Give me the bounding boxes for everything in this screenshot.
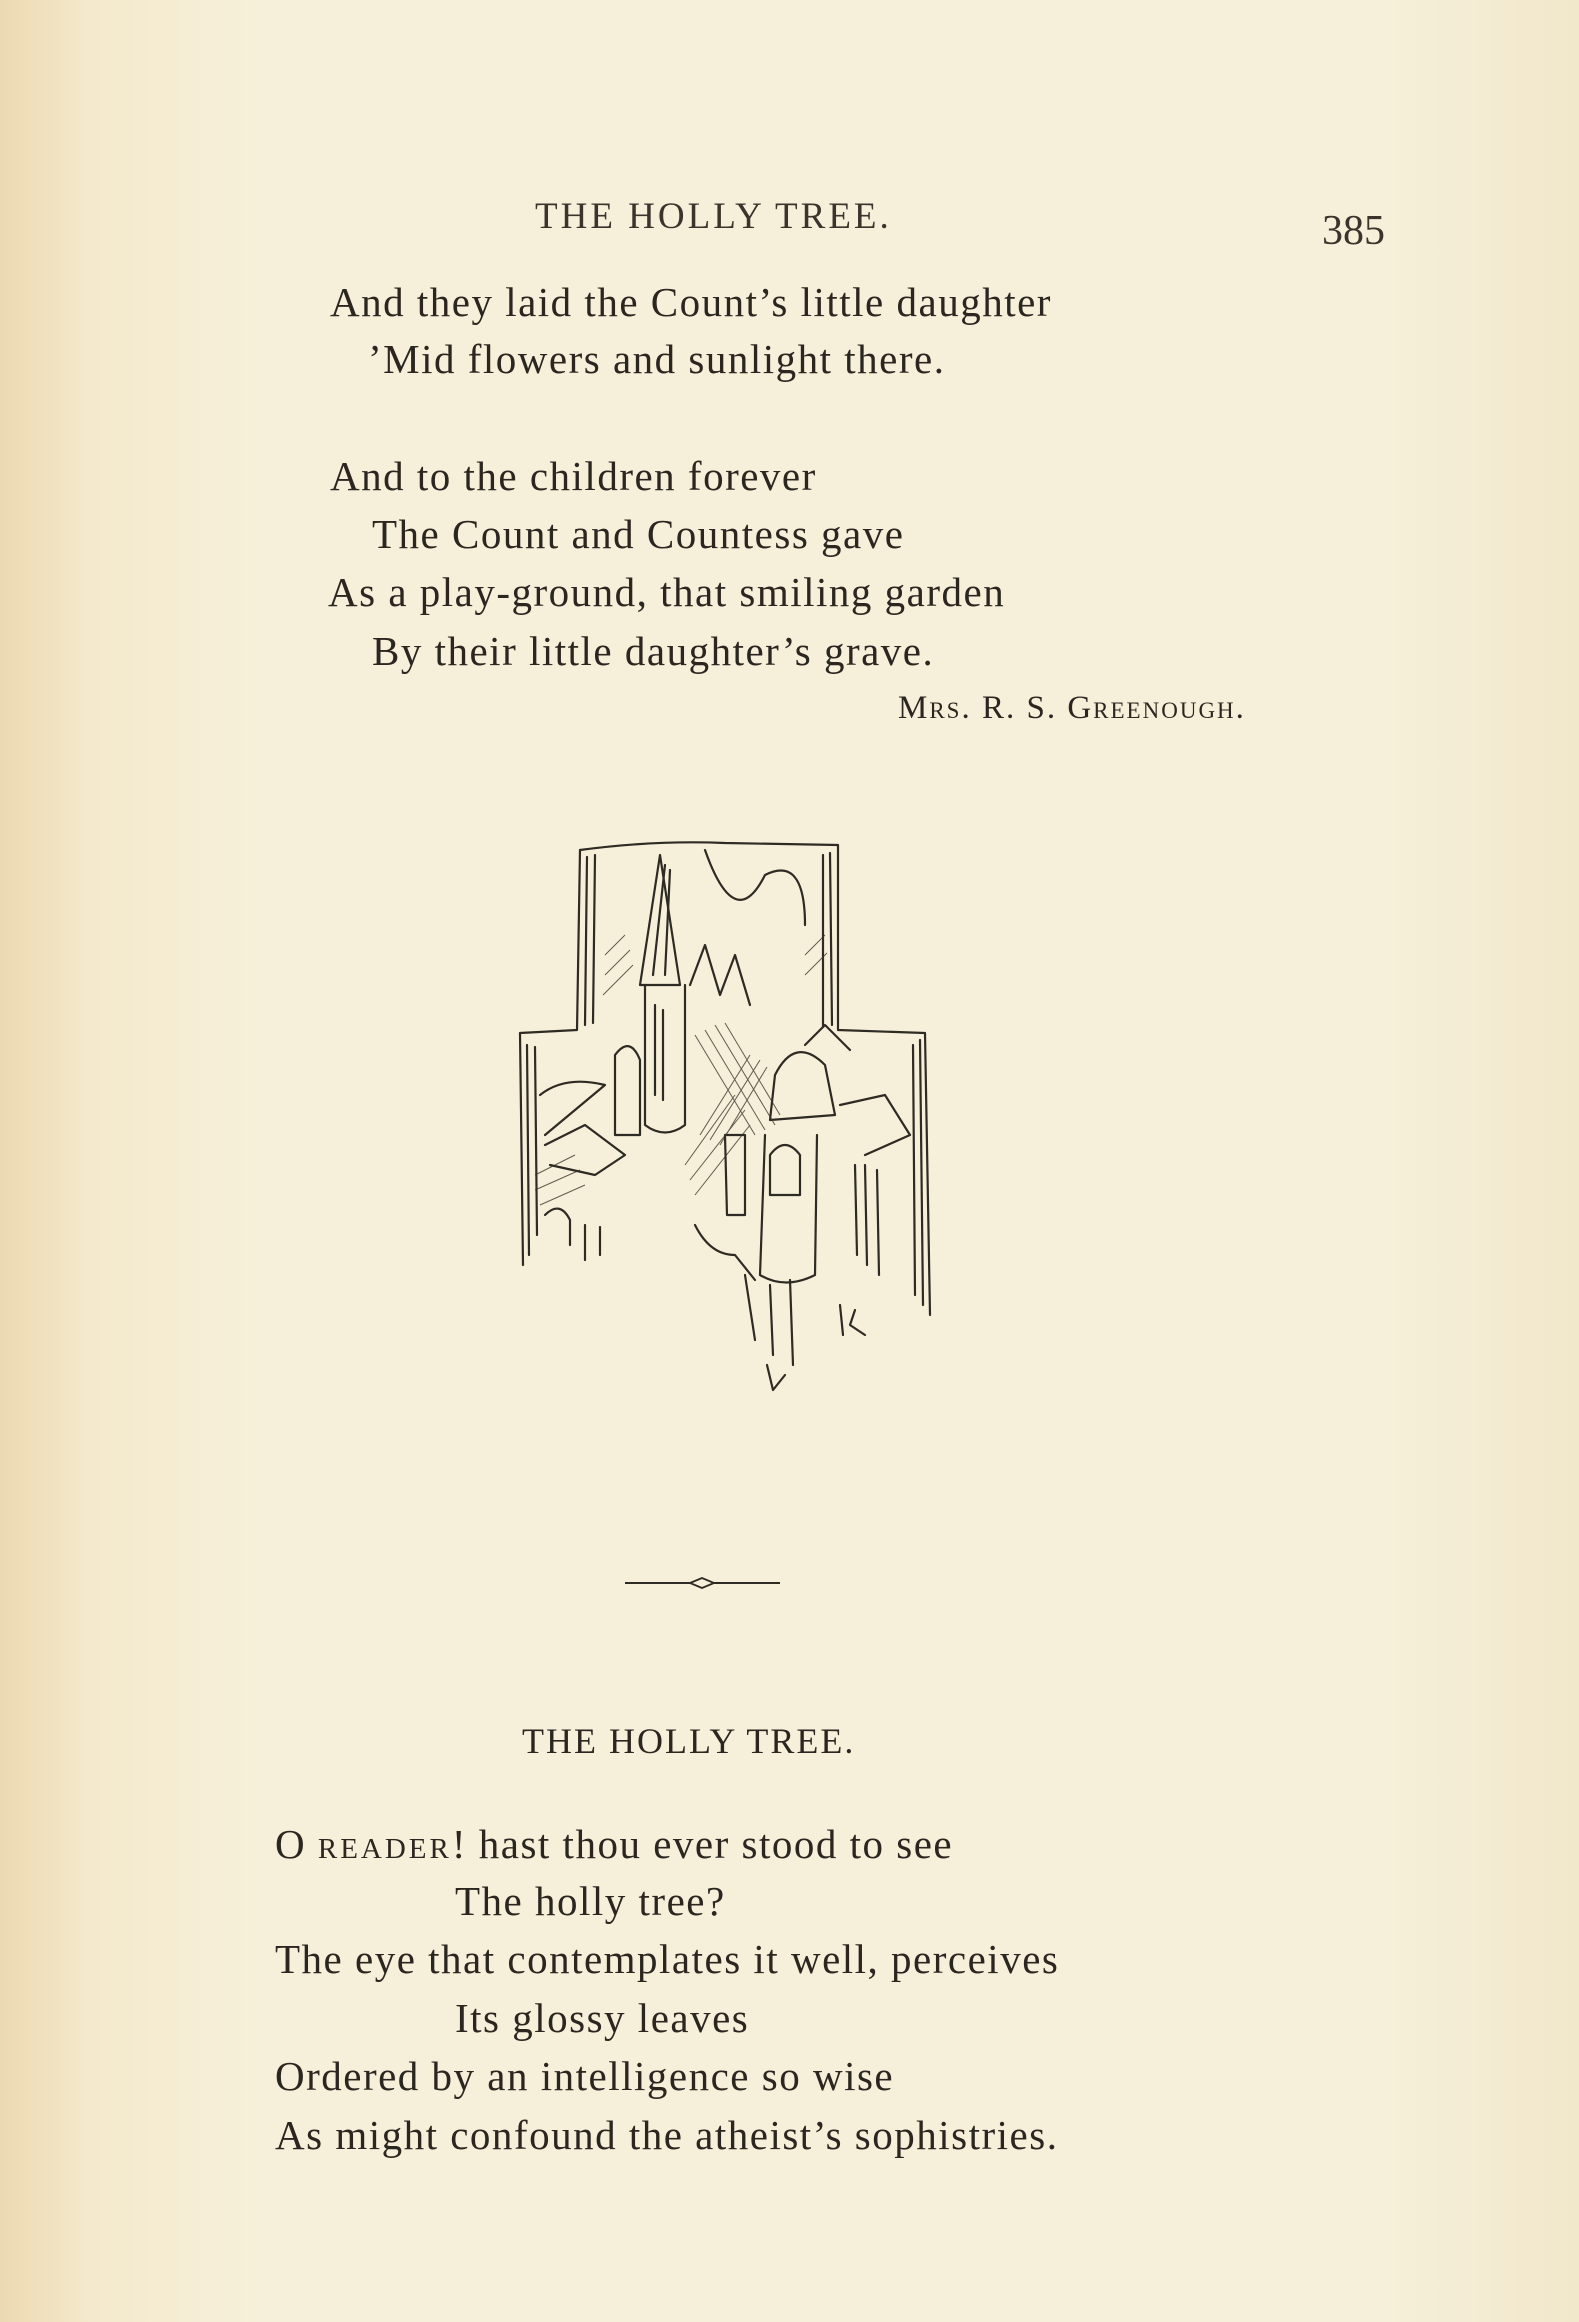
- line-rest: ! hast thou ever stood to see: [451, 1821, 954, 1867]
- first-word: O: [275, 1821, 307, 1867]
- poem-line: The holly tree?: [455, 1878, 726, 1924]
- poem-line: As might confound the atheist’s sophistries.: [275, 2112, 1059, 2158]
- poem-line: The eye that contemplates it well, perceives: [275, 1936, 1060, 1982]
- poem-line: Ordered by an intelligence so wise: [275, 2053, 895, 2099]
- section-title: THE HOLLY TREE.: [522, 1721, 856, 1761]
- poem-line: [275, 1820, 953, 1868]
- running-head: THE HOLLY TREE.: [535, 196, 892, 237]
- ornamental-divider: [625, 1575, 780, 1591]
- poem-line: And they laid the Count’s little daughter: [330, 279, 1052, 325]
- poem-line: By their little daughter’s grave.: [372, 628, 935, 674]
- poem-author: Mrs. R. S. Greenough.: [898, 690, 1246, 726]
- page-number: 385: [1322, 208, 1385, 254]
- poem-line: And to the children forever: [330, 453, 817, 499]
- castle-sketch-icon: [505, 835, 945, 1395]
- poem-line: As a play-ground, that smiling garden: [328, 569, 1006, 615]
- poem-line: The Count and Countess gave: [372, 511, 905, 557]
- poem-line: Its glossy leaves: [455, 1995, 750, 2041]
- small-caps-word: reader: [317, 1821, 452, 1867]
- poem-line: ’Mid flowers and sunlight there.: [368, 336, 946, 382]
